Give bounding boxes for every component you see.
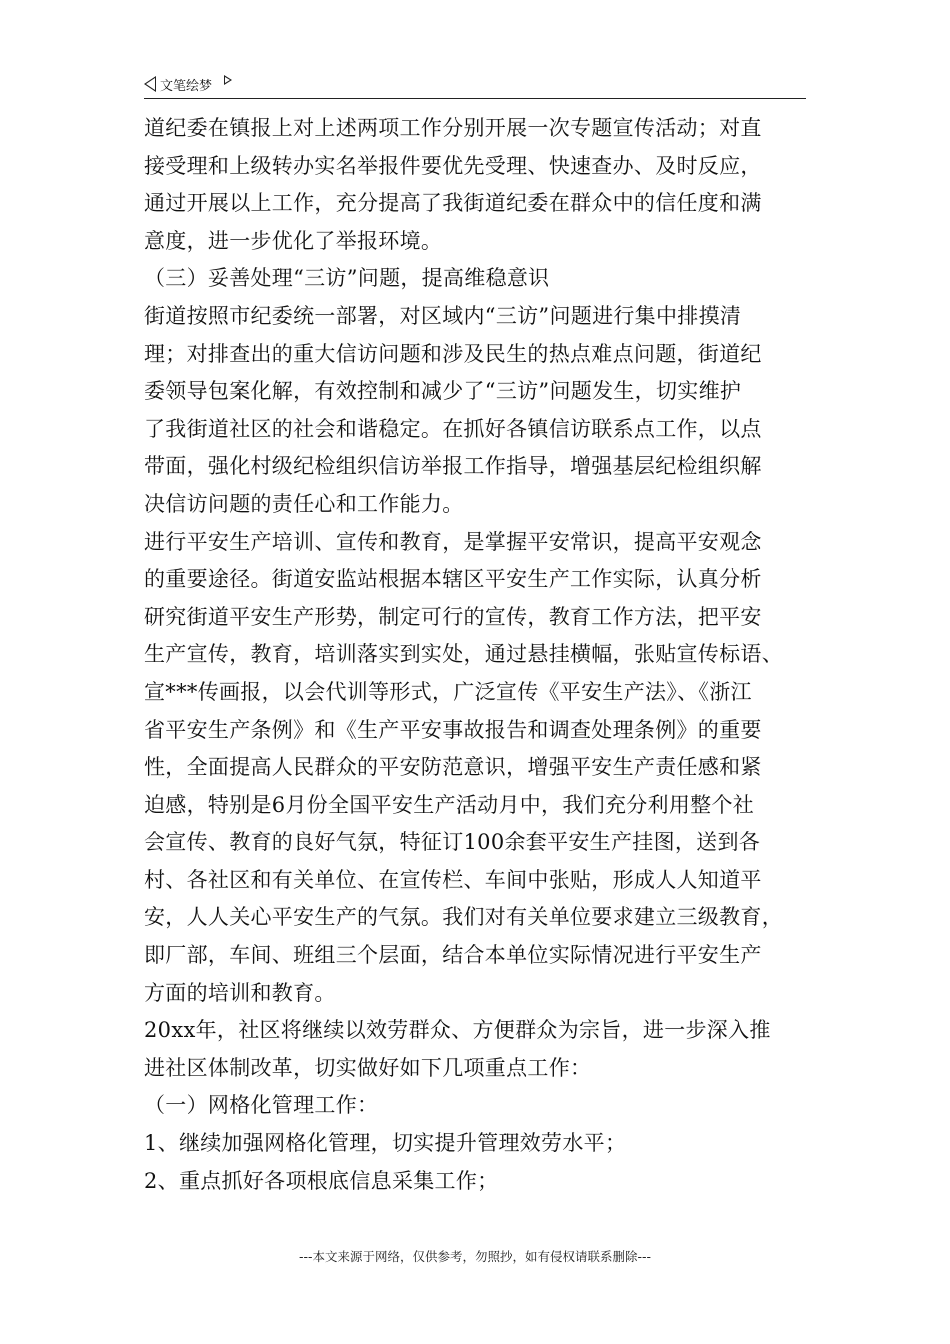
text-line: 会宣传、教育的良好气氛，特征订100余套平安生产挂图，送到各 (144, 830, 761, 855)
document-body (144, 110, 814, 1200)
text-line: 宣***传画报，以会代训等形式，广泛宣传《平安生产法》、《浙江 (144, 679, 752, 704)
text-line: 街道按照市纪委统一部署，对区域内“三访”问题进行集中排摸清 (144, 303, 742, 328)
text-line: 研究街道平安生产形势，制定可行的宣传，教育工作方法，把平安 (144, 604, 762, 629)
text-line: 通过开展以上工作，充分提高了我街道纪委在群众中的信任度和满 (144, 191, 762, 216)
text-line: 方面的培训和教育。 (144, 980, 336, 1005)
text-line: 的重要途径。街道安监站根据本辖区平安生产工作实际，认真分析 (144, 567, 762, 592)
text-line: 安，人人关心平安生产的气氛。我们对有关单位要求建立三级教育， (144, 905, 783, 930)
triangle-right-icon (224, 75, 232, 85)
triangle-left-icon (144, 76, 156, 92)
text-line: 迫感，特别是6月份全国平安生产活动月中，我们充分利用整个社 (144, 792, 755, 817)
text-line: 20xx年，社区将继续以效劳群众、方便群众为宗旨，进一步深入推 (144, 1018, 771, 1043)
text-line: 性，全面提高人民群众的平安防范意识，增强平安生产责任感和紧 (144, 755, 762, 780)
text-line: 理；对排查出的重大信访问题和涉及民生的热点难点问题，街道纪 (144, 341, 762, 366)
text-line: 进社区体制改革，切实做好如下几项重点工作： (144, 1055, 592, 1080)
text-line: 带面，强化村级纪检组织信访举报工作指导，增强基层纪检组织解 (144, 454, 762, 479)
text-line: 接受理和上级转办实名举报件要优先受理、快速查办、及时反应， (144, 153, 762, 178)
footer-notice: ---本文来源于网络，仅供参考，勿照抄，如有侵权请联系删除--- (298, 1249, 652, 1264)
text-line: 决信访问题的责任心和工作能力。 (144, 491, 464, 516)
text-line: 了我街道社区的社会和谐稳定。在抓好各镇信访联系点工作，以点 (144, 416, 762, 441)
header-brand (144, 74, 232, 94)
section-heading: （一）网格化管理工作： (144, 1093, 379, 1118)
text-line: 道纪委在镇报上对上述两项工作分别开展一次专题宣传活动；对直 (144, 116, 762, 140)
brand-name: 文笔绘梦 (160, 78, 213, 94)
list-item: 1、继续加强网格化管理，切实提升管理效劳水平； (144, 1131, 627, 1156)
text-line: 委领导包案化解，有效控制和减少了“三访”问题发生，切实维护 (144, 379, 742, 404)
list-item: 2、重点抓好各项根底信息采集工作； (144, 1168, 499, 1193)
text-line: 即厂部，车间、班组三个层面，结合本单位实际情况进行平安生产 (144, 943, 762, 968)
text-line: 意度，进一步优化了举报环境。 (144, 228, 443, 253)
text-line: 生产宣传，教育，培训落实到实处，通过悬挂横幅，张贴宣传标语、 (144, 642, 783, 667)
text-line: 省平安生产条例》和《生产平安事故报告和调查处理条例》的重要 (144, 717, 762, 742)
section-heading: （三）妥善处理“三访”问题，提高维稳意识 (144, 266, 550, 291)
page-header (144, 70, 806, 99)
text-line: 村、各社区和有关单位、在宣传栏、车间中张贴，形成人人知道平 (144, 867, 762, 892)
text-line: 进行平安生产培训、宣传和教育，是掌握平安常识，提高平安观念 (144, 529, 762, 554)
